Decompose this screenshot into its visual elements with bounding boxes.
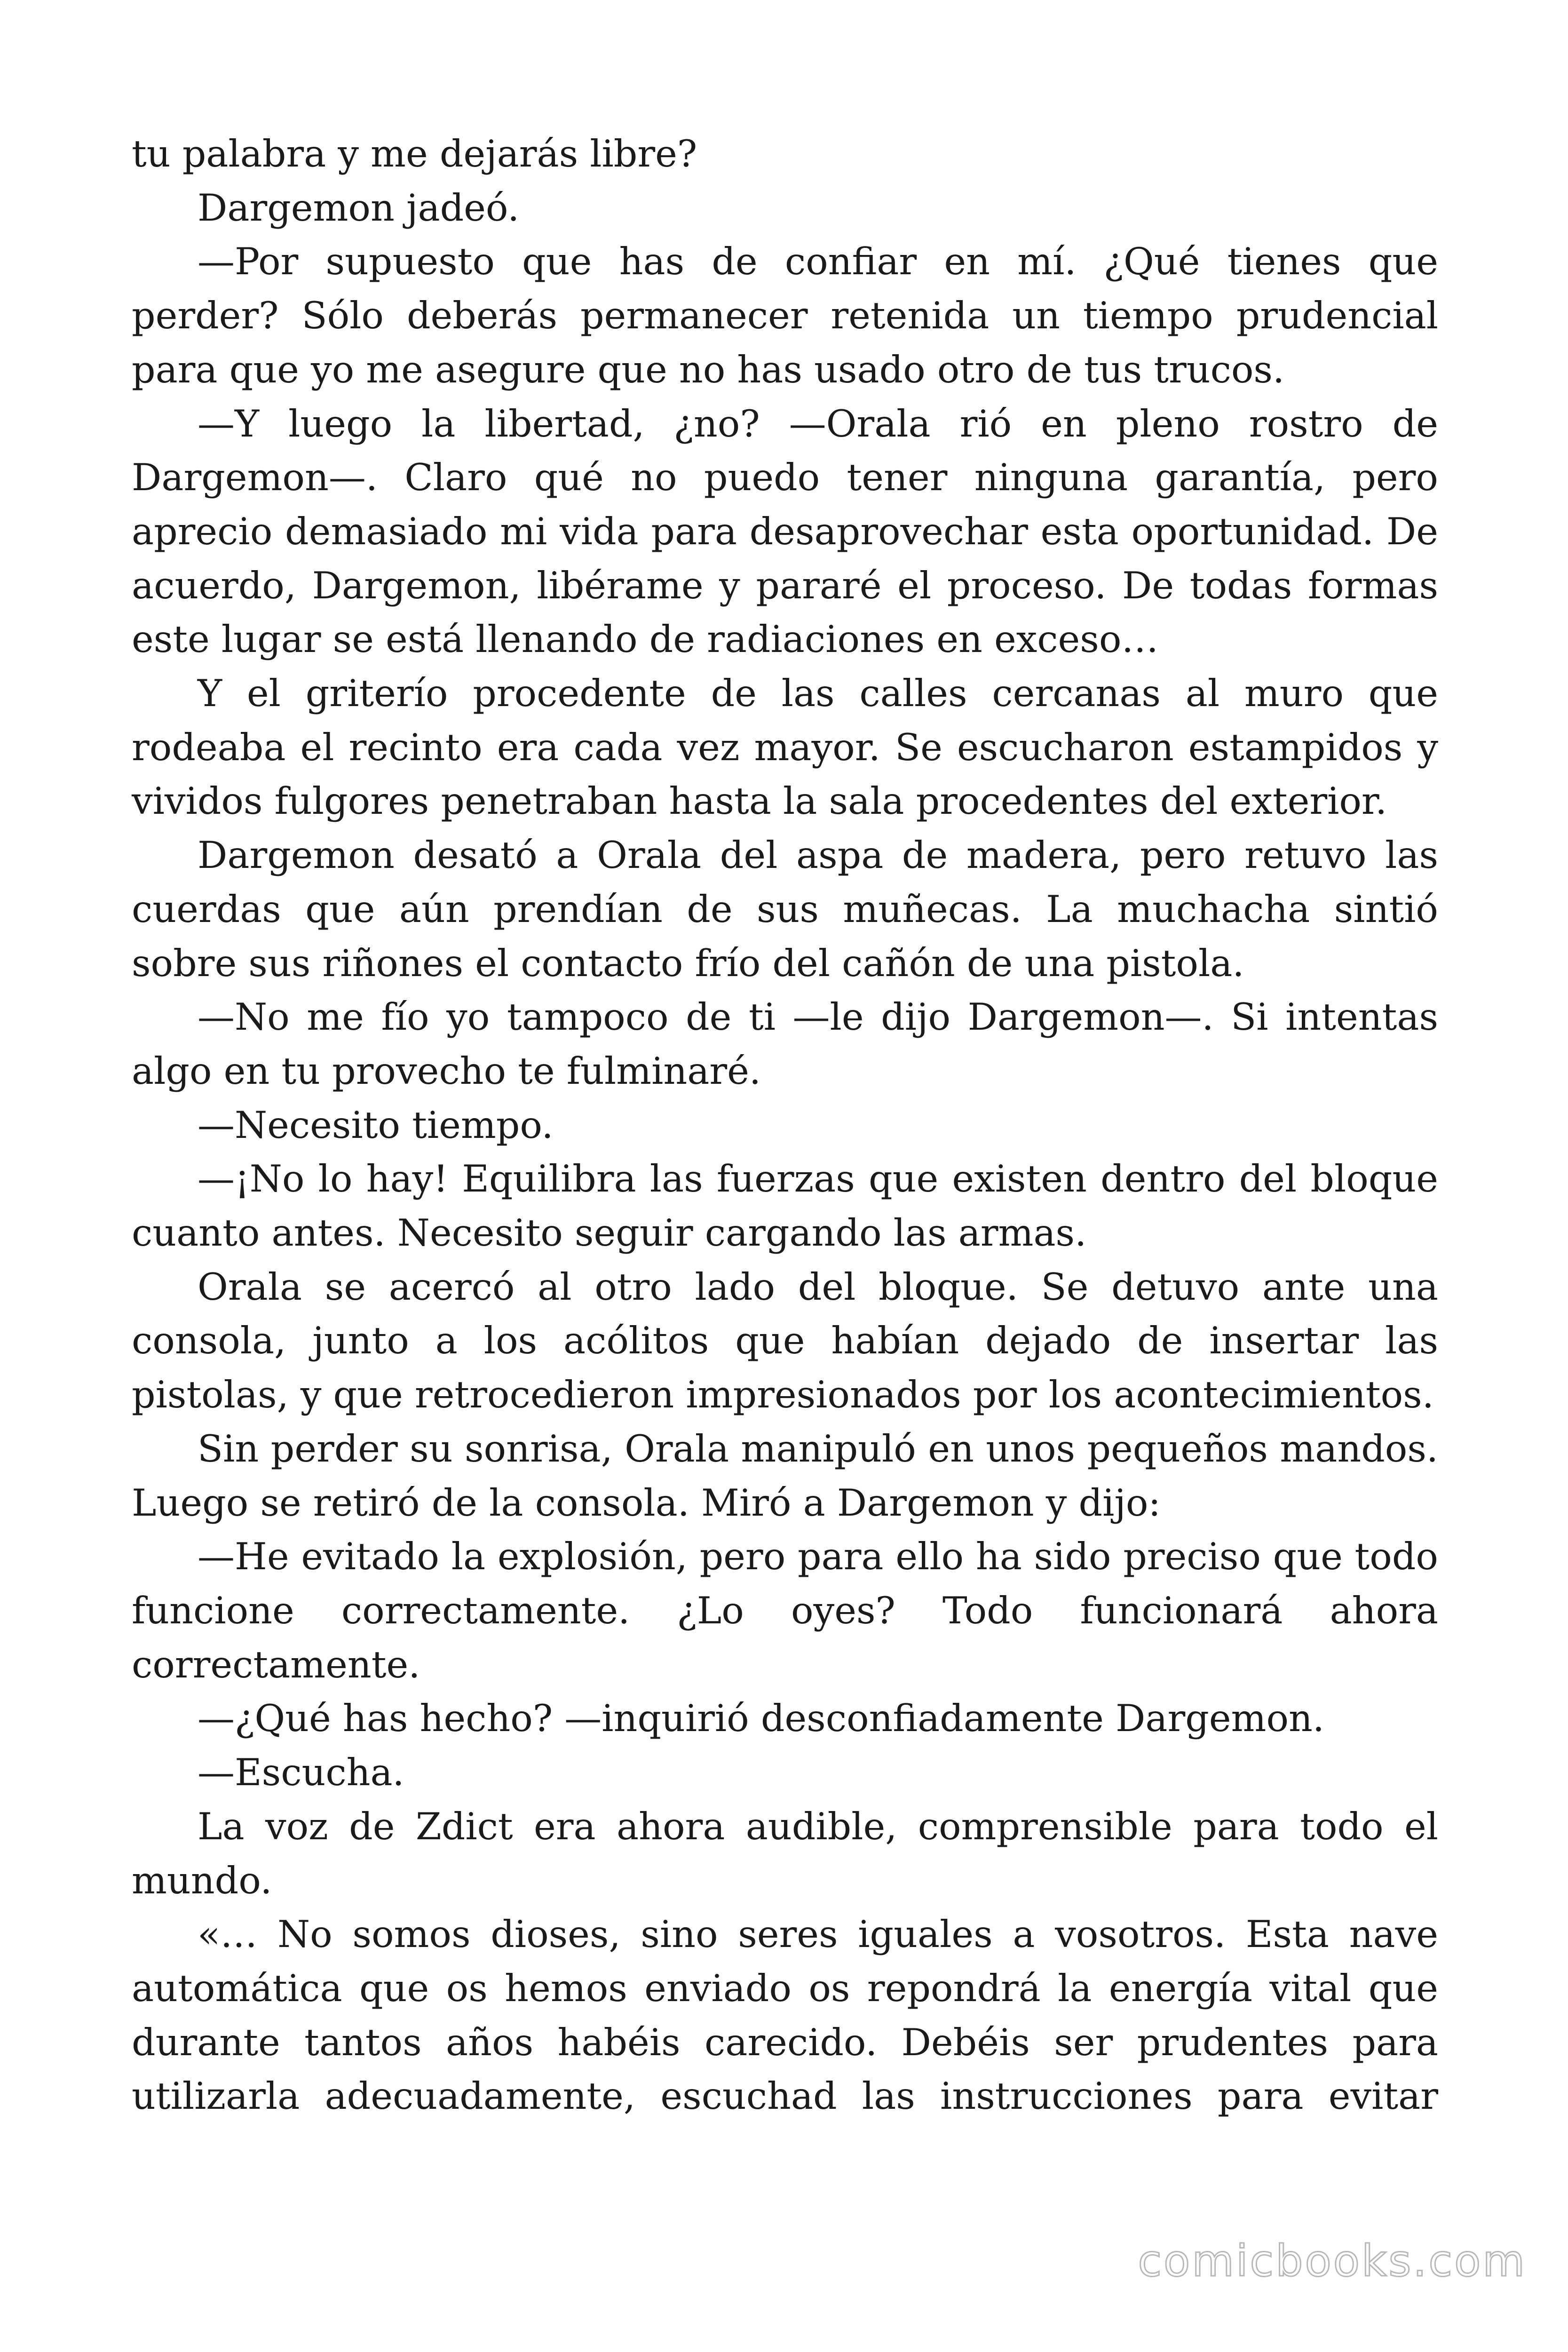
paragraph: tu palabra y me dejarás libre? <box>132 132 697 175</box>
paragraph: —¿Qué has hecho? —inquirió desconfiadamente Dargemon. <box>198 1697 1324 1740</box>
paragraph: —Por supuesto que has de confiar en mí. ¿Qué tienes que perder? Sólo deberás permanecer retenida un tiempo prudencial para que yo me asegure que no has usado otro de tus trucos. <box>132 240 1438 391</box>
paragraph: —He evitado la explosión, pero para ello ha sido preciso que todo funcione correctamente. ¿Lo oyes? Todo funcionará ahora correctamente. <box>132 1535 1438 1686</box>
paragraph: Dargemon jadeó. <box>198 186 520 230</box>
paragraph: —Y luego la libertad, ¿no? —Orala rió en pleno rostro de Dargemon—. Claro qué no puedo tener ninguna garantía, pero aprecio demasiado mi vida para desaprovechar esta oportunidad. De acuerdo, Dargemon, libérame y pararé el proceso. De todas formas este lugar se está llenando de radiaciones en exceso… <box>132 402 1438 661</box>
paragraph: Orala se acercó al otro lado del bloque. Se detuvo ante una consola, junto a los acólitos que habían dejado de insertar las pistolas, y que retrocedieron impresionados por los acontecimientos. <box>132 1265 1438 1417</box>
paragraph: —No me fío yo tampoco de ti —le dijo Dargemon—. Si intentas algo en tu provecho te fulminaré. <box>132 995 1438 1093</box>
paragraph: Y el griterío procedente de las calles cercanas al muro que rodeaba el recinto era cada vez mayor. Se escucharon estampidos y vividos fulgores penetraban hasta la sala procedentes del exterior. <box>132 672 1438 823</box>
watermark: comicbooks.com <box>1138 2236 1527 2286</box>
paragraph: Dargemon desató a Orala del aspa de madera, pero retuvo las cuerdas que aún prendían de sus muñecas. La muchacha sintió sobre sus riñones el contacto frío del cañón de una pistola. <box>132 834 1438 985</box>
paragraph: La voz de Zdict era ahora audible, comprensible para todo el mundo. <box>132 1804 1438 1902</box>
paragraph: —¡No lo hay! Equilibra las fuerzas que existen dentro del bloque cuanto antes. Necesito seguir cargando las armas. <box>132 1157 1438 1255</box>
paragraph: «… No somos dioses, sino seres iguales a vosotros. Esta nave automática que os hemos enviado os repondrá la energía vital que durante tantos años habéis carecido. Debéis ser prudentes para utilizarla adecuadamente, escuchad las instrucciones para evitar <box>132 1913 1438 2118</box>
paragraph: Sin perder su sonrisa, Orala manipuló en unos pequeños mandos. Luego se retiró de la consola. Miró a Dargemon y dijo: <box>132 1427 1438 1525</box>
paragraph: —Necesito tiempo. <box>198 1103 554 1147</box>
body-text <box>132 127 1438 2123</box>
paragraph: —Escucha. <box>198 1751 404 1795</box>
